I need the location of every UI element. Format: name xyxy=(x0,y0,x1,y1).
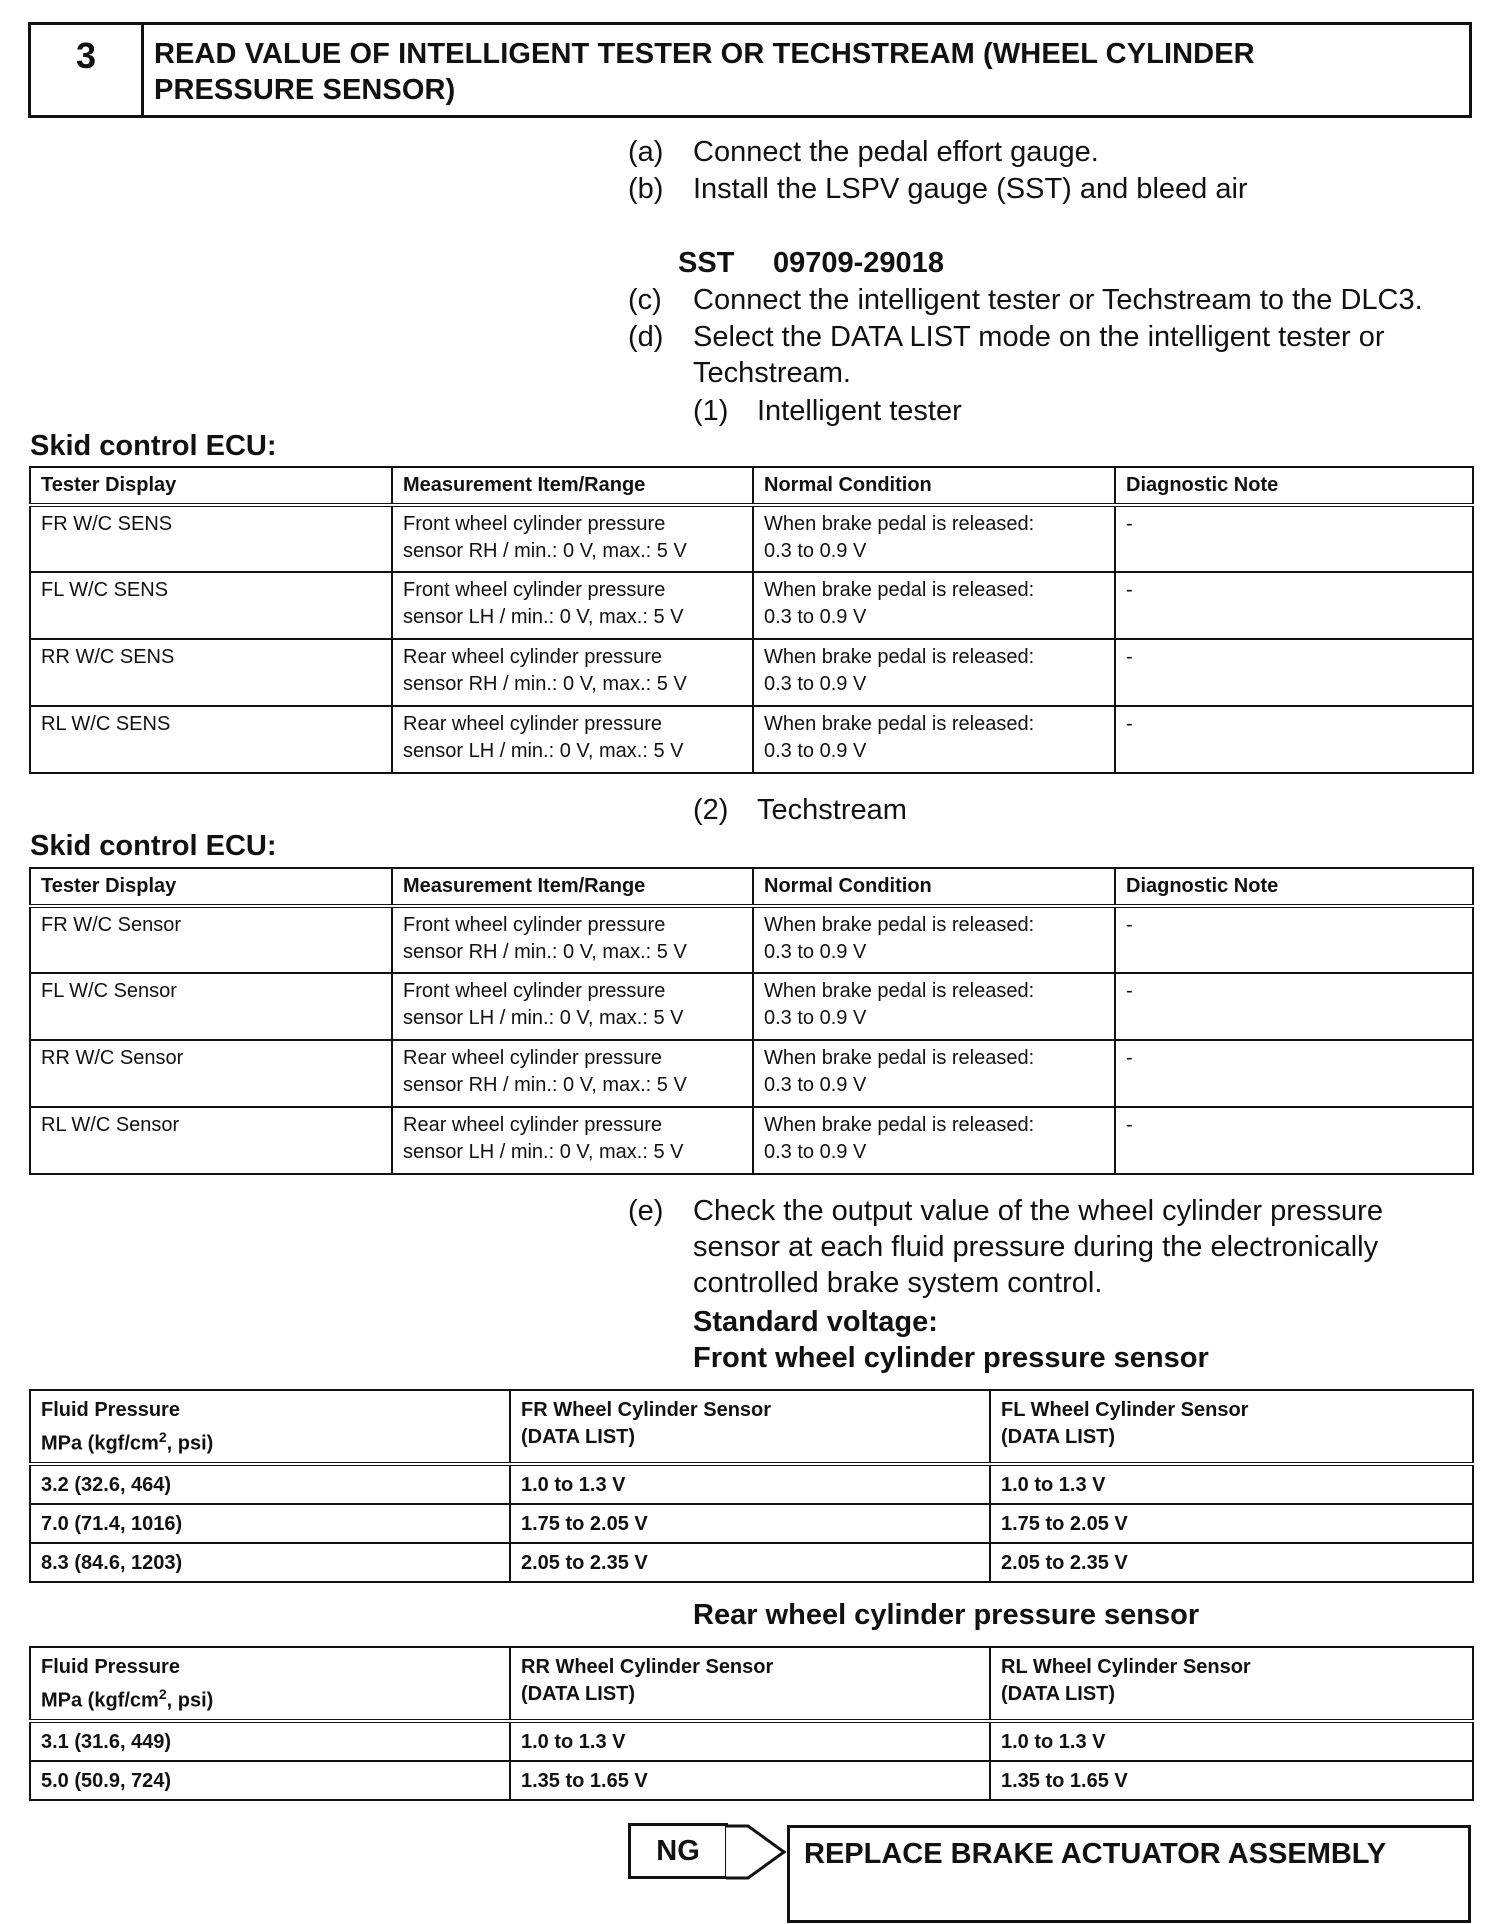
cell-normal-condition-line-2: 0.3 to 0.9 V xyxy=(764,1074,867,1096)
table-header-row xyxy=(30,1390,1473,1464)
cell-fr-voltage: 1.0 to 1.3 V xyxy=(510,1464,990,1504)
instruction-b-text: Install the LSPV gauge (SST) and bleed air xyxy=(693,173,1248,205)
cell-diagnostic-note: - xyxy=(1115,973,1473,1040)
table-row xyxy=(30,906,1473,973)
cell-measurement-item xyxy=(392,1107,753,1174)
header-rl-sensor xyxy=(990,1647,1473,1721)
cell-normal-condition-line-1: When brake pedal is released: xyxy=(764,980,1035,1002)
cell-normal-condition-line-2: 0.3 to 0.9 V xyxy=(764,740,867,762)
front-standard-voltage-table xyxy=(29,1389,1474,1583)
cell-normal-condition xyxy=(753,973,1115,1040)
header-fr-sensor xyxy=(510,1390,990,1464)
cell-normal-condition-line-2: 0.3 to 0.9 V xyxy=(764,606,867,628)
table-row xyxy=(30,1107,1473,1174)
instruction-e-text-line-3: controlled brake system control. xyxy=(693,1267,1103,1299)
cell-normal-condition-line-2: 0.3 to 0.9 V xyxy=(764,1141,867,1163)
header-measurement-item: Measurement Item/Range xyxy=(392,868,753,906)
cell-measurement-item-line-1: Rear wheel cylinder pressure xyxy=(403,646,663,668)
cell-normal-condition-line-1: When brake pedal is released: xyxy=(764,713,1035,735)
arrow-right-icon xyxy=(726,1823,790,1881)
cell-fr-voltage: 1.75 to 2.05 V xyxy=(510,1504,990,1543)
cell-fr-voltage: 2.05 to 2.35 V xyxy=(510,1543,990,1582)
header-fluid-pressure-unit-pre: MPa (kgf/cm xyxy=(41,1689,159,1712)
header-rr-sensor-line-1: RR Wheel Cylinder Sensor xyxy=(521,1656,774,1678)
table-row xyxy=(30,505,1473,572)
header-fl-sensor-line-2: (DATA LIST) xyxy=(1001,1426,1116,1448)
table-header-row xyxy=(30,1647,1473,1721)
cell-normal-condition xyxy=(753,639,1115,706)
rear-standard-voltage-table xyxy=(29,1646,1474,1801)
cell-rr-voltage: 1.0 to 1.3 V xyxy=(510,1721,990,1761)
cell-measurement-item-line-1: Front wheel cylinder pressure xyxy=(403,579,666,601)
instruction-d2-text: Techstream xyxy=(757,794,907,826)
sst-number: 09709-29018 xyxy=(773,247,944,279)
instruction-d-label: (d) xyxy=(628,321,664,353)
table-header-row xyxy=(30,868,1473,906)
cell-measurement-item xyxy=(392,505,753,572)
cell-measurement-item xyxy=(392,639,753,706)
table-row xyxy=(30,1543,1473,1582)
cell-measurement-item-line-2: sensor LH / min.: 0 V, max.: 5 V xyxy=(403,606,684,628)
cell-normal-condition-line-1: When brake pedal is released: xyxy=(764,513,1035,535)
cell-diagnostic-note: - xyxy=(1115,706,1473,773)
instruction-d1 xyxy=(0,393,1504,429)
cell-measurement-item-line-2: sensor RH / min.: 0 V, max.: 5 V xyxy=(403,540,687,562)
cell-rl-voltage: 1.35 to 1.65 V xyxy=(990,1761,1473,1800)
cell-measurement-item-line-2: sensor RH / min.: 0 V, max.: 5 V xyxy=(403,673,687,695)
ng-label-box xyxy=(628,1823,728,1879)
cell-measurement-item xyxy=(392,706,753,773)
cell-diagnostic-note: - xyxy=(1115,505,1473,572)
header-rl-sensor-line-1: RL Wheel Cylinder Sensor xyxy=(1001,1656,1251,1678)
instruction-a-label: (a) xyxy=(628,136,664,168)
table-row xyxy=(30,1761,1473,1800)
header-tester-display: Tester Display xyxy=(30,467,392,505)
header-fluid-pressure-line-2 xyxy=(41,1681,499,1715)
instruction-a xyxy=(0,134,1504,170)
instruction-e-label: (e) xyxy=(628,1195,664,1227)
header-fluid-pressure-line-1: Fluid Pressure xyxy=(41,1656,180,1678)
header-fluid-pressure-unit-post: , psi) xyxy=(166,1689,214,1712)
cell-rr-voltage: 1.35 to 1.65 V xyxy=(510,1761,990,1800)
instruction-e-text-line-2: sensor at each fluid pressure during the electronically xyxy=(693,1231,1379,1263)
header-rr-sensor xyxy=(510,1647,990,1721)
instruction-d-text-line-2: Techstream. xyxy=(693,357,851,389)
front-sensor-title: Front wheel cylinder pressure sensor xyxy=(693,1342,1209,1374)
cell-measurement-item-line-1: Front wheel cylinder pressure xyxy=(403,914,666,936)
data-list-table-techstream xyxy=(29,867,1474,1175)
table-row xyxy=(30,572,1473,639)
table-header-row xyxy=(30,467,1473,505)
header-rl-sensor-line-2: (DATA LIST) xyxy=(1001,1683,1116,1705)
cell-normal-condition-line-1: When brake pedal is released: xyxy=(764,914,1035,936)
table-row xyxy=(30,706,1473,773)
cell-normal-condition xyxy=(753,505,1115,572)
cell-normal-condition xyxy=(753,1040,1115,1107)
table-row xyxy=(30,1504,1473,1543)
cell-normal-condition-line-2: 0.3 to 0.9 V xyxy=(764,673,867,695)
cell-fluid-pressure: 8.3 (84.6, 1203) xyxy=(30,1543,510,1582)
ng-result-box xyxy=(787,1825,1471,1923)
cell-measurement-item-line-2: sensor LH / min.: 0 V, max.: 5 V xyxy=(403,1141,684,1163)
sst-label: SST xyxy=(678,247,735,279)
cell-fl-voltage: 1.0 to 1.3 V xyxy=(990,1464,1473,1504)
cell-diagnostic-note: - xyxy=(1115,906,1473,973)
standard-voltage-label: Standard voltage: xyxy=(693,1306,938,1338)
table-row xyxy=(30,1721,1473,1761)
cell-measurement-item-line-2: sensor LH / min.: 0 V, max.: 5 V xyxy=(403,740,684,762)
step-title-line-1: READ VALUE OF INTELLIGENT TESTER OR TECHSTREAM (WHEEL CYLINDER xyxy=(154,38,1255,70)
cell-measurement-item-line-1: Rear wheel cylinder pressure xyxy=(403,713,663,735)
section-title-skid-control-1: Skid control ECU: xyxy=(30,430,277,462)
cell-normal-condition-line-2: 0.3 to 0.9 V xyxy=(764,941,867,963)
cell-tester-display: RL W/C Sensor xyxy=(30,1107,392,1174)
cell-normal-condition-line-2: 0.3 to 0.9 V xyxy=(764,1007,867,1029)
step-header xyxy=(28,22,1472,118)
cell-tester-display: RR W/C SENS xyxy=(30,639,392,706)
cell-tester-display: RR W/C Sensor xyxy=(30,1040,392,1107)
rear-sensor-title: Rear wheel cylinder pressure sensor xyxy=(693,1599,1200,1631)
instruction-a-text: Connect the pedal effort gauge. xyxy=(693,136,1099,168)
cell-fluid-pressure: 5.0 (50.9, 724) xyxy=(30,1761,510,1800)
header-fluid-pressure-line-2 xyxy=(41,1424,499,1458)
header-fr-sensor-line-2: (DATA LIST) xyxy=(521,1426,636,1448)
table-row xyxy=(30,639,1473,706)
data-list-table-intelligent-tester xyxy=(29,466,1474,774)
cell-measurement-item-line-2: sensor LH / min.: 0 V, max.: 5 V xyxy=(403,1007,684,1029)
header-fluid-pressure-unit-sup: 2 xyxy=(158,1429,167,1445)
header-tester-display: Tester Display xyxy=(30,868,392,906)
table-row xyxy=(30,1464,1473,1504)
header-fluid-pressure-unit-pre: MPa (kgf/cm xyxy=(41,1432,159,1455)
instruction-d1-text: Intelligent tester xyxy=(757,395,962,427)
cell-normal-condition-line-1: When brake pedal is released: xyxy=(764,646,1035,668)
step-number: 3 xyxy=(31,25,144,115)
cell-measurement-item xyxy=(392,973,753,1040)
cell-tester-display: FL W/C SENS xyxy=(30,572,392,639)
cell-fl-voltage: 2.05 to 2.35 V xyxy=(990,1543,1473,1582)
header-normal-condition: Normal Condition xyxy=(753,868,1115,906)
header-fluid-pressure-unit-sup: 2 xyxy=(158,1686,167,1702)
cell-measurement-item-line-1: Rear wheel cylinder pressure xyxy=(403,1114,663,1136)
cell-tester-display: FR W/C Sensor xyxy=(30,906,392,973)
header-fluid-pressure xyxy=(30,1647,510,1721)
cell-measurement-item-line-1: Front wheel cylinder pressure xyxy=(403,980,666,1002)
instruction-d xyxy=(0,319,1504,391)
cell-normal-condition xyxy=(753,706,1115,773)
header-fr-sensor-line-1: FR Wheel Cylinder Sensor xyxy=(521,1399,772,1421)
cell-measurement-item xyxy=(392,1040,753,1107)
instruction-c-label: (c) xyxy=(628,284,662,316)
ng-label: NG xyxy=(656,1834,700,1867)
cell-measurement-item-line-1: Front wheel cylinder pressure xyxy=(403,513,666,535)
cell-normal-condition xyxy=(753,572,1115,639)
ng-result-text: REPLACE BRAKE ACTUATOR ASSEMBLY xyxy=(804,1838,1387,1870)
cell-normal-condition xyxy=(753,906,1115,973)
cell-measurement-item-line-1: Rear wheel cylinder pressure xyxy=(403,1047,663,1069)
cell-normal-condition-line-1: When brake pedal is released: xyxy=(764,1047,1035,1069)
cell-fluid-pressure: 7.0 (71.4, 1016) xyxy=(30,1504,510,1543)
instruction-d2-label: (2) xyxy=(693,794,729,826)
table-row xyxy=(30,1040,1473,1107)
cell-diagnostic-note: - xyxy=(1115,572,1473,639)
header-fluid-pressure-line-1: Fluid Pressure xyxy=(41,1399,180,1421)
cell-measurement-item xyxy=(392,572,753,639)
sst-line xyxy=(0,245,1504,281)
cell-fl-voltage: 1.75 to 2.05 V xyxy=(990,1504,1473,1543)
header-fl-sensor-line-1: FL Wheel Cylinder Sensor xyxy=(1001,1399,1249,1421)
instruction-d2 xyxy=(0,792,1504,828)
instruction-e-text-line-1: Check the output value of the wheel cylinder pressure xyxy=(693,1195,1383,1227)
cell-diagnostic-note: - xyxy=(1115,1040,1473,1107)
header-fl-sensor xyxy=(990,1390,1473,1464)
instruction-c xyxy=(0,282,1504,318)
section-title-skid-control-2: Skid control ECU: xyxy=(30,830,277,862)
cell-measurement-item-line-2: sensor RH / min.: 0 V, max.: 5 V xyxy=(403,941,687,963)
header-rr-sensor-line-2: (DATA LIST) xyxy=(521,1683,636,1705)
instruction-d1-label: (1) xyxy=(693,395,729,427)
cell-normal-condition xyxy=(753,1107,1115,1174)
cell-tester-display: RL W/C SENS xyxy=(30,706,392,773)
header-fluid-pressure-unit-post: , psi) xyxy=(166,1432,214,1455)
instruction-b-label: (b) xyxy=(628,173,664,205)
cell-fluid-pressure: 3.1 (31.6, 449) xyxy=(30,1721,510,1761)
cell-normal-condition-line-1: When brake pedal is released: xyxy=(764,579,1035,601)
cell-fluid-pressure: 3.2 (32.6, 464) xyxy=(30,1464,510,1504)
header-fluid-pressure xyxy=(30,1390,510,1464)
step-title xyxy=(144,25,1255,115)
header-measurement-item: Measurement Item/Range xyxy=(392,467,753,505)
header-normal-condition: Normal Condition xyxy=(753,467,1115,505)
header-diagnostic-note: Diagnostic Note xyxy=(1115,868,1473,906)
instruction-d-text-line-1: Select the DATA LIST mode on the intelligent tester or xyxy=(693,321,1385,353)
cell-diagnostic-note: - xyxy=(1115,1107,1473,1174)
cell-normal-condition-line-2: 0.3 to 0.9 V xyxy=(764,540,867,562)
cell-rl-voltage: 1.0 to 1.3 V xyxy=(990,1721,1473,1761)
instruction-b xyxy=(0,171,1504,207)
instruction-c-text: Connect the intelligent tester or Techstream to the DLC3. xyxy=(693,284,1423,316)
cell-measurement-item-line-2: sensor RH / min.: 0 V, max.: 5 V xyxy=(403,1074,687,1096)
table-row xyxy=(30,973,1473,1040)
step-title-line-2: PRESSURE SENSOR) xyxy=(154,74,456,106)
header-diagnostic-note: Diagnostic Note xyxy=(1115,467,1473,505)
cell-normal-condition-line-1: When brake pedal is released: xyxy=(764,1114,1035,1136)
cell-tester-display: FL W/C Sensor xyxy=(30,973,392,1040)
cell-tester-display: FR W/C SENS xyxy=(30,505,392,572)
cell-measurement-item xyxy=(392,906,753,973)
instruction-e xyxy=(0,1193,1504,1301)
cell-diagnostic-note: - xyxy=(1115,639,1473,706)
